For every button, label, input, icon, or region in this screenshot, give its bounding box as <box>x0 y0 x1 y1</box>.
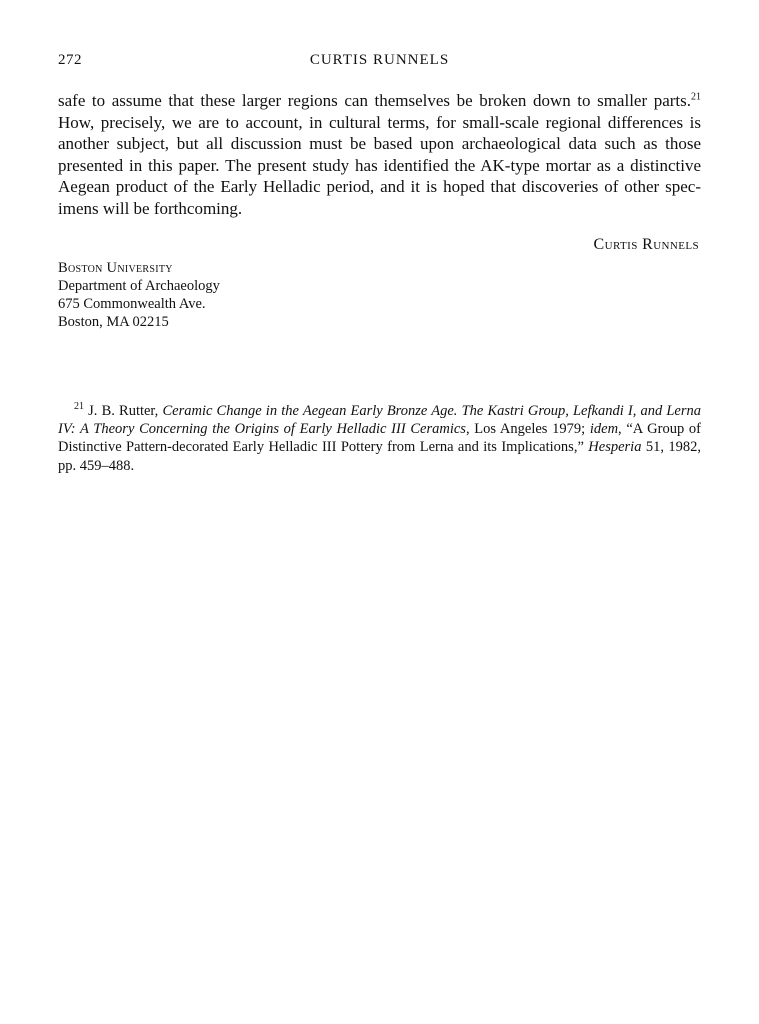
address-department: Department of Archaeology <box>58 278 220 294</box>
address-street: 675 Commonwealth Ave. <box>58 296 206 312</box>
footnote-pub-1: , Los Angeles 1979; <box>465 421 586 438</box>
footnote-idem: idem <box>589 421 619 438</box>
footnote-pub-2: 51, 1982, pp. 459–488. <box>58 439 702 474</box>
running-title: CURTIS RUNNELS <box>309 52 450 68</box>
footnote-number: 21 <box>74 401 84 413</box>
footnote-title-2: , “A Group of Distinctive Pattern-decorated Early Helladic III Pottery from Lerna and its Implications,” <box>58 421 701 456</box>
address-city: Boston, MA 02215 <box>58 314 169 330</box>
footnote <box>58 402 701 475</box>
author-signature: Curtis Runnels <box>593 236 699 253</box>
address-institution: Boston University <box>58 260 173 276</box>
footnote-author: J. B. Rutter, <box>88 403 159 419</box>
body-line-1: safe to assume that these larger regions can themselves be broken down to smaller parts. <box>58 91 691 110</box>
running-head <box>58 52 701 72</box>
body-paragraph <box>58 90 701 220</box>
author-address <box>58 259 220 331</box>
footnote-title-1: Ceramic Change in the Aegean Early Bronze Age. The Kastri Group, Lefkandi I, and Lerna IV: A Theory Concerning the Origins of Early Helladic III Ceramics <box>58 403 702 438</box>
footnote-ref[interactable]: 21 <box>691 91 701 103</box>
page-number: 272 <box>58 52 82 68</box>
body-rest: How, precisely, we are to account, in cultural terms, for small-scale regional differences is another subject, but all discussion must be based upon archaeological data such as those presented in this paper. The present study has identified the AK-type mortar as a distinctive Aegean product of the Early Helladic period, and it is hoped that discoveries of other specimens will be forthcoming. <box>58 112 701 218</box>
footnote-journal: Hesperia <box>588 439 642 456</box>
